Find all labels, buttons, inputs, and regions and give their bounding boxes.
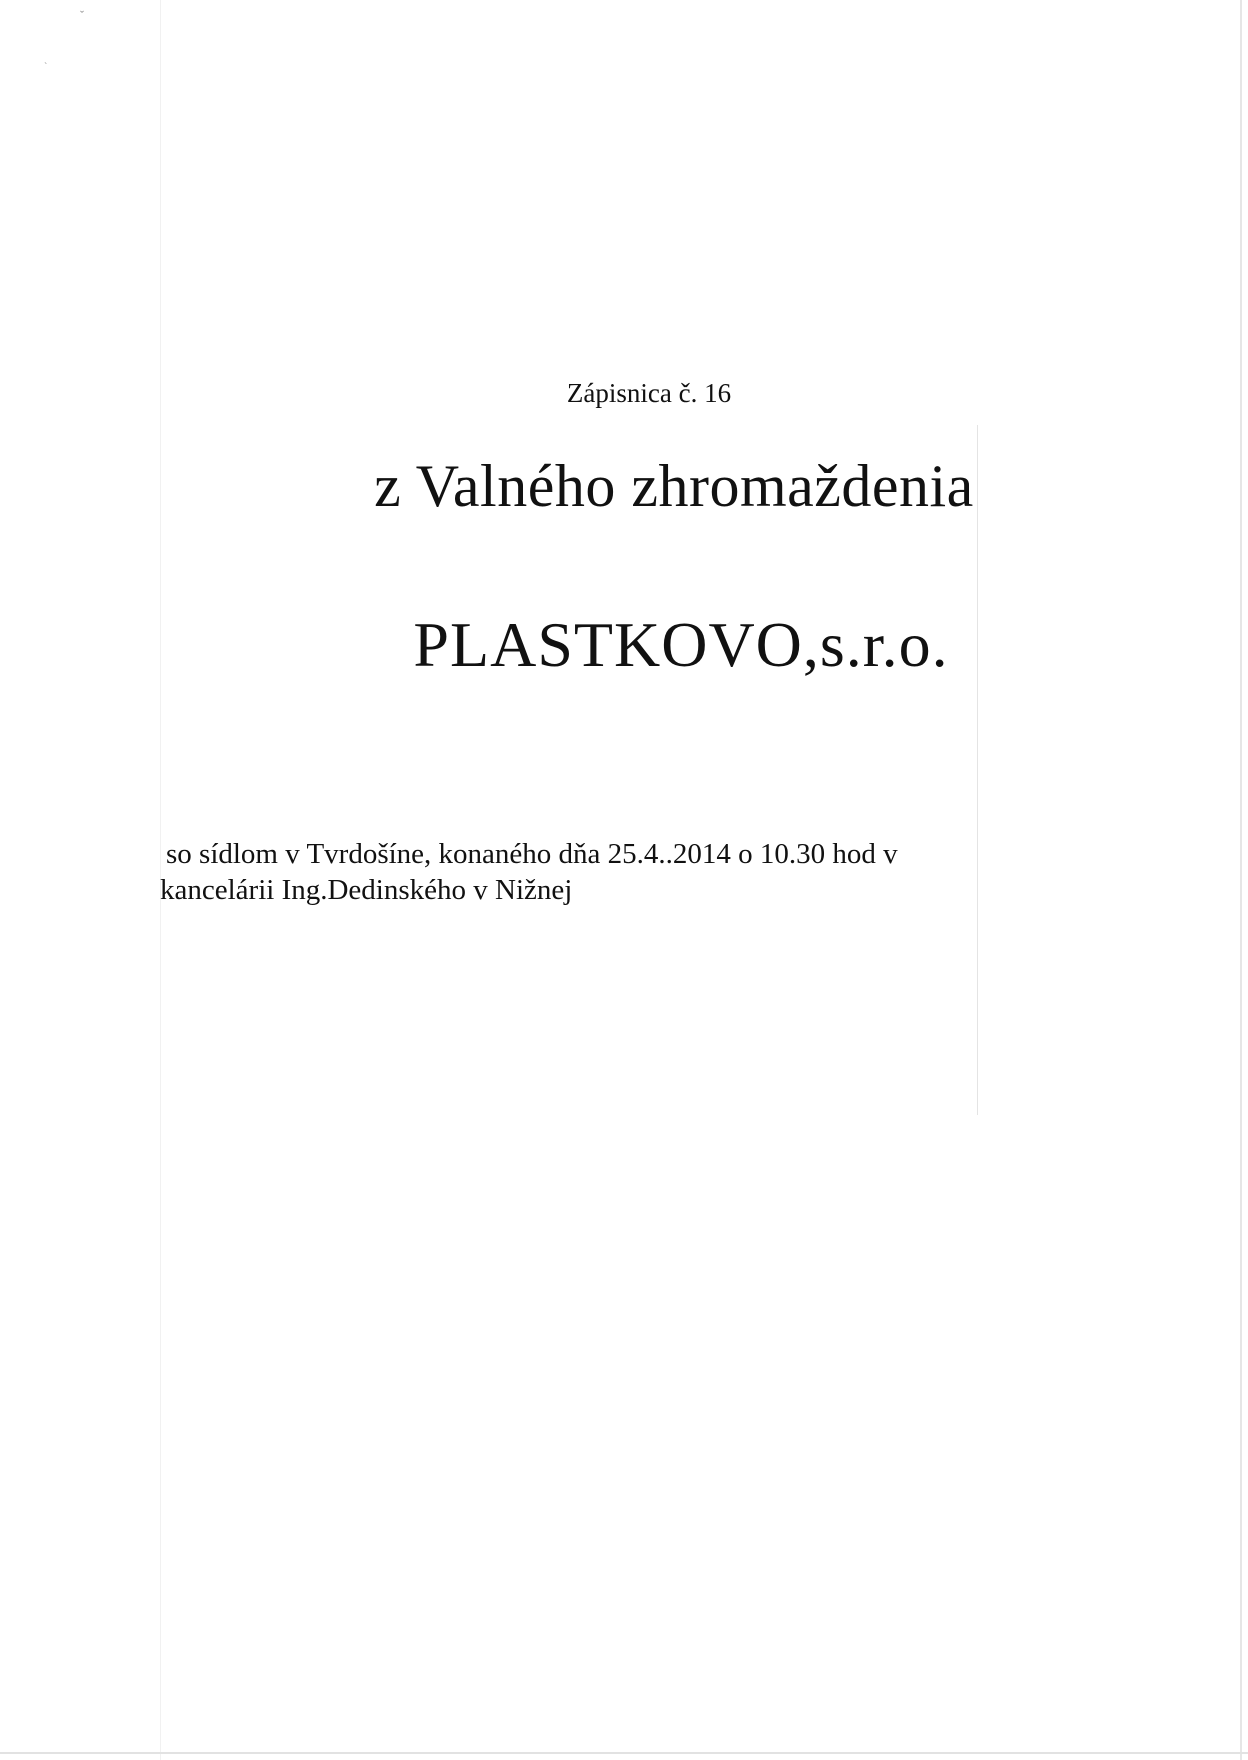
meeting-details bbox=[160, 836, 1040, 908]
record-number: Zápisnica č. 16 bbox=[566, 378, 732, 408]
company-name: PLASTKOVO,s.r.o. bbox=[413, 609, 949, 680]
scan-edge-right bbox=[1240, 0, 1242, 1760]
scan-speck: ˇ bbox=[80, 8, 84, 22]
scan-fold-line bbox=[977, 425, 978, 1115]
scan-speck: ` bbox=[44, 62, 48, 73]
scan-edge-bottom bbox=[0, 1752, 1248, 1754]
meeting-details-line-1: so sídlom v Tvrdošíne, konaného dňa 25.4..2014 o 10.30 hod v bbox=[166, 838, 898, 870]
document-title: z Valného zhromaždenia bbox=[374, 453, 974, 519]
meeting-details-line-2: kancelárii Ing.Dedinského v Nižnej bbox=[160, 874, 573, 906]
